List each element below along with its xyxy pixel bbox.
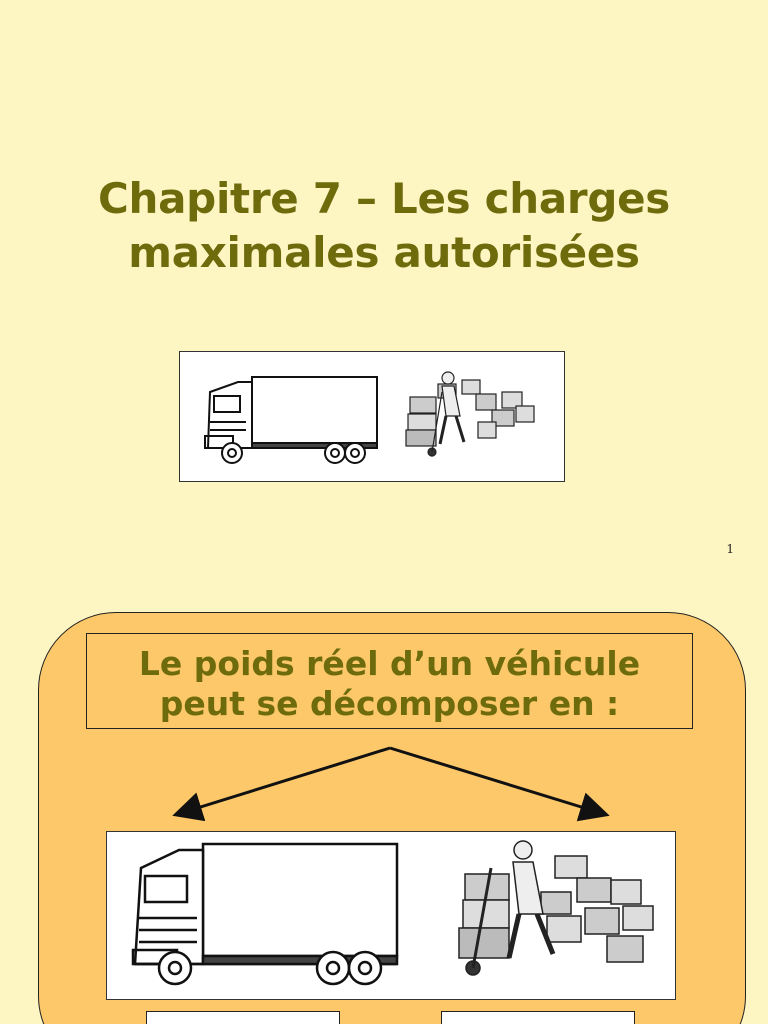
label-box-right xyxy=(441,1011,635,1024)
worker-with-boxes-icon xyxy=(459,841,653,975)
worker-with-boxes-icon xyxy=(406,372,534,456)
heading-line-1: Le poids réel d’un véhicule xyxy=(138,644,641,683)
truck-icon xyxy=(205,377,377,463)
page-number: 1 xyxy=(726,542,734,556)
truck-icon xyxy=(133,844,397,984)
label-box-left xyxy=(146,1011,340,1024)
title-line-1: Chapitre 7 – Les charges xyxy=(98,174,670,223)
slide-2 xyxy=(0,580,768,1024)
title-line-2: maximales autorisées xyxy=(128,228,640,277)
illustration-box xyxy=(179,351,565,482)
arrow-left xyxy=(178,748,390,814)
slide-title xyxy=(0,172,768,280)
heading-line-2: peut se décomposer en : xyxy=(159,684,620,723)
arrow-right xyxy=(390,748,604,814)
illustration-box-large xyxy=(106,831,676,1000)
